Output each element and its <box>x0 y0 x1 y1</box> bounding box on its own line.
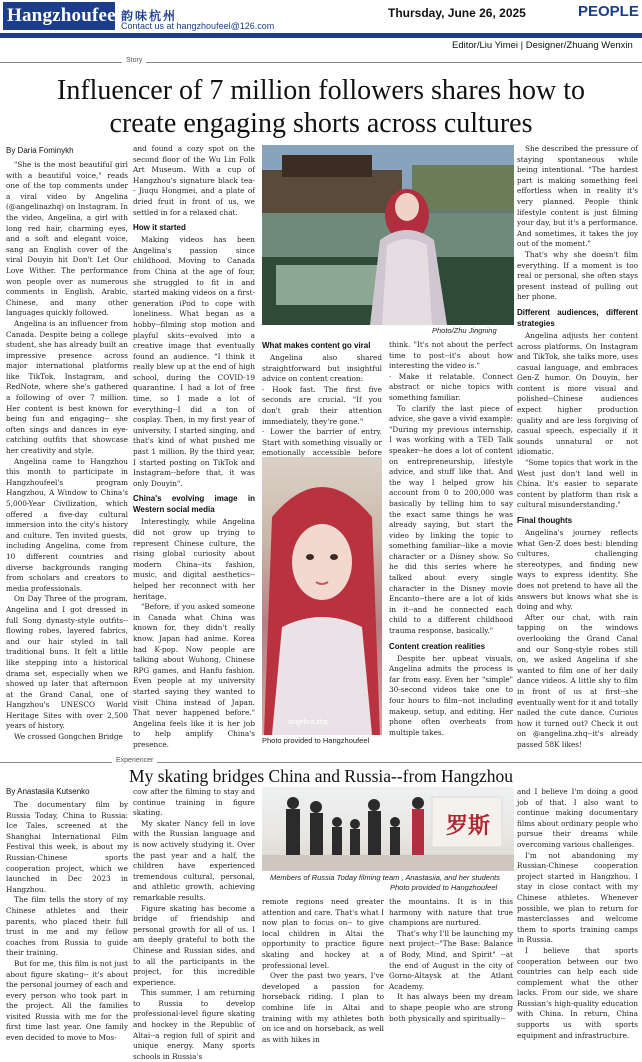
story-2-column-4 <box>389 897 513 1022</box>
photo-angelina-canal <box>262 145 514 325</box>
paragraph: cow after the filming to stay and continue training in figure skating. <box>133 787 255 818</box>
subhead-audiences: Different audiences, different strategies <box>517 307 638 328</box>
paragraph: think. "It's not about the perfect time to post--it's about how interesting the video is." <box>389 340 513 371</box>
story-2-headline: My skating bridges China and Russia--from Hangzhou <box>129 766 513 786</box>
paragraph: "Before, if you asked someone in Canada what China was known for, they didn't really know. Japan had anime. Korea had K-pop. Now people are talking about Wuhong, Chinese RPG games, and Hanfu fashion. Even people at my university started saying they wanted to visit China instead of Japan. That never happened before." Angelina feels like it is her job to help amplify China's presence. <box>133 602 255 749</box>
paragraph: I'm not abandoning my Russian-Chinese cooperation project started in Hangzhou. I stay in close contact with my Chinese athletes. Whenever possible, we plan to return for masterclasses and welcome them to sports training camps in Russia. <box>517 850 638 945</box>
paragraph: "Some topics that work in the West just don't land well in China. It's easier to separate content by platform than risk a cultural misunderstanding." <box>517 458 638 510</box>
photo-filming-team <box>262 787 514 871</box>
paragraph: Angelina is an influencer from Canada. Despite being a college student, she has already built an impressive presence across major international platforms like TikTok, Instagram, and RedNote, where she's gathered a following of over 7 million. Her content is best known for being fun and engaging-- she often sings and dances in eye-catching outfits that showcase her creativity and style. <box>6 318 128 456</box>
paragraph: Angelina came to Hangzhou this month to participate in Hangzhoufeel's program Hangzhou, A Window to China's 5,000-Year Civilization, which offered a five-day cultural immersion into the city's history and culture. Ten invited guests, including Angelina, come from 10 different countries and diverse backgrounds ranging from scholars and creators to media professionals. <box>6 456 128 593</box>
photo-2-overlay-handle: angelina.zhq <box>288 719 328 726</box>
section-name: PEOPLE <box>578 3 639 20</box>
story-column-5 <box>517 144 638 759</box>
headline-line-2: create engaging shorts across cultures <box>109 108 533 139</box>
subhead-viral: What makes content go viral <box>262 341 371 350</box>
headline-line-1: Influencer of 7 million followers shares how to <box>57 75 585 106</box>
story-byline: By Daria Fominykh <box>6 146 74 155</box>
story-kicker: Story <box>122 57 146 64</box>
paragraph: After our chat, with rain tapping on the windows overlooking the Grand Canal and our Song-style robes still on, we asked Angelina if she wanted to film one of her daily dance videos. A little shy to film in front of us at first--she eventually went for it and totally nailed the cute dance. Curious how it turned out? Check it out on @angelina.zhq--it's already passed 58K likes! <box>517 612 638 749</box>
subhead-content-realities: Content creation realities <box>389 641 486 651</box>
story-headline <box>8 74 634 140</box>
subhead-final-thoughts: Final thoughts <box>517 516 573 525</box>
paragraph: We crossed Gongchen Bridge <box>14 732 123 742</box>
story-2-column-5 <box>517 787 638 1040</box>
story-column-1 <box>6 160 128 760</box>
paragraph: · Lower the barrier of entry. Start with something visually or emotionally accessible before <box>262 427 382 458</box>
paragraph: · Make it relatable. Connect abstract or niche topics with something familiar. <box>389 371 513 402</box>
story-2-rule <box>0 762 642 763</box>
paragraph: Angelina adjusts her content across platforms. On Instagram and TikTok, she talks more, uses casual language, and embraces Gen-Z humor. On Douyin, her content is more visual and polished--Chinese audiences expect higher production quality and are less forgiving of casual speech, especially if it sounds unnatural or not idiomatic. <box>517 330 638 457</box>
photo-1-illustration <box>262 145 514 325</box>
paragraph: But for me, this film is not just about figure skating-- it's about the personal journey of each and every person who took part in the project. All the families visited Russia with me for the first time last year. One family even decided to move to Mos- <box>6 958 128 1043</box>
paragraph: On Day Three of the program, Angelina and I got dressed in full Song dynasty-style outfits--flowing robes, layered fabrics, and our hair styled in tall traditional buns. It felt a little like stepping into a historical drama set, especially when we showed up later that afternoon at the Grand Canal, one of Hangzhou's UNESCO World Heritage Sites with over 2,500 years of history. <box>6 594 128 731</box>
paragraph: and found a cozy spot on the second floor of the Wu Lin Folk Art Museum. With a cup of Hangzhou's signature black tea-- Jiuqu Hongmei, and a plate of dried fruit in front of us, we settled in for a relaxed chat. <box>133 144 255 217</box>
masthead-logo: Hangzhoufeel <box>3 2 115 30</box>
story-column-4 <box>389 340 513 760</box>
subhead-how-it-started: How it started <box>133 223 186 233</box>
story-2-byline: By Anastasiia Kutsenko <box>6 787 90 796</box>
subhead-china-image: China's evolving image in Western social media <box>133 494 255 515</box>
paragraph: To clarify the last piece of advice, she gave a vivid example: "During my previous internship, I was working with a TED Talk speaker--he does a lot of content on entrepreneurship, lifestyle advice, and stuff like that. And the way I helped grow his account from 0 to 200,000 was basically by telling him to say the exact same things he was already saying, but start the video by linking the topic to something familiar--like a movie character or a Disney show. So he did this series where he talked about every single character in the Disney movie Encanto--there are a lot of kids in it--and he connected each child to a different childhood trauma response, basically." <box>389 403 513 636</box>
paragraph: The film tells the story of my Chinese athletes and their parents, who placed their full trust in me and my fellow coaches from Russia to guide their training. <box>6 895 128 958</box>
paragraph: Interestingly, while Angelina did not grow up trying to represent Chinese culture, the rising global curiosity about modern China--its fashion, music, and digital aesthetics--helped her reconnect with her heritage. <box>133 517 255 601</box>
story-2-column-2 <box>133 787 255 1061</box>
paragraph: The documentary film by Russia Today, China to Russia: Ice Tales, screened at the Shanghai International Film Festival this week, is about my Russian-Chinese sports cooperation project, which we launched in Dec 2023 in Hangzhou. <box>6 800 128 894</box>
paragraph: Angelina's journey reflects what Gen-Z does best: blending cultures, challenging stereotypes, and finding new ways to express identity. She does not pretend to have all the answers but knows what she is doing and why. <box>517 528 638 612</box>
story-rule <box>0 62 642 63</box>
paragraph: Over the past two years, I've developed a passion for horseback riding. I plan to combine life in Altai and training with my athletes both on ice and on horseback, as well as with hikes in <box>262 971 384 1044</box>
photo-3-sign-text: 罗斯 <box>446 814 491 839</box>
photo-2-caption: Photo provided to Hangzhoufeel <box>262 736 370 745</box>
paragraph: Despite her upbeat visuals, Angelina admits the process is far from easy. Even her "simple" 30-second videos take one to four hours to film--not including makeup, setup, and editing. Her phone often overheats from multiple takes. <box>389 653 513 737</box>
photo-1-caption: Photo/Zhu Jingning <box>432 326 497 335</box>
paragraph: Making videos has been Angelina's passion since childhood. Moving to Canada from China at the age of four, she struggled to fit in and started making videos on a first-generation iPod to cope with loneliness. What began as a hobby--filming stop motion and playful skits--evolved into a creative image that eventually found an audience. "I think it really blew up at the end of high school, during the COVID-19 quarantine. I had a lot of free time, so I made a lot of everything--I did a ton of cosplay. Then, in my first year of university, I started singing, and that's kind of what pushed me past 1 million. By the third year, I started posting on TikTok and Instagram--before that, it was only Douyin". <box>133 235 255 488</box>
paragraph: My skater Nancy fell in love with the Russian language and is now actively studying it. Over the past year and a half, the children have experienced tremendous cultural, personal, and athletic growth, achieving remarkable results. <box>133 818 255 902</box>
masthead-logo-chinese: 韵味杭州 <box>121 9 178 23</box>
photo-3-caption-2: Photo provided to Hangzhoufeel <box>390 883 498 892</box>
masthead-rule <box>0 33 642 38</box>
paragraph: She described the pressure of staying spontaneous while being intentional. "The hardest part is making something feel effortless when in reality it's very planned. People think lifestyle content is just filming your day, but it's a performance. And sometimes, it takes the joy out of the moment." <box>517 144 638 249</box>
paragraph: the mountains. It is in this harmony with nature that true champions are nurtured. <box>389 897 513 928</box>
paragraph: It has always been my dream to shape people who are strong both physically and spiritually-- <box>389 992 513 1023</box>
paragraph: remote regions need greater attention and care. That's what I now plan to focus on-- to give local children in Altai the opportunity to practice figure skating and hockey at a professional level. <box>262 897 384 970</box>
story-2-column-1 <box>6 800 128 1043</box>
story-2-kicker: Experiencer <box>112 757 157 764</box>
paragraph: That's why I'll be launching my next project--"The Base: Balance of Body, Mind, and Spirit" --at the end of August in the city of Gorno-Altaysk at the Atlant Academy. <box>389 928 513 991</box>
paragraph: Figure skating has become a bridge of friendship and personal growth for all of us. I am deeply grateful to both the Chinese and Russian sides, and to all the participants in the project, for this incredible experience. <box>133 903 255 987</box>
story-2-column-3 <box>262 897 384 1044</box>
paragraph: This summer, I am returning to Russia to develop professional-level figure skating and hockey in the Republic of Altai--a region full of spirit and unique energy. Many sports schools in Russia's <box>133 988 255 1061</box>
paragraph: "She is the most beautiful girl with a beautiful voice," reads one of the top comments under a viral video by Angelina (@angelinazhq) on Instagram. In the video, Angelina, a girl with long red hair, charming eyes, and a soft and elegant voice, sang an English cover of the viral Douyin hit Don't Let Our Love Wither. The performance won people over as numerous comments in English, Arabic, Chinese, and many other languages quickly followed. <box>6 160 128 318</box>
paragraph: I believe that sports cooperation between our two countries can help each side complement what the other lacks. From our side, we share Russian's high-quality education with China. In return, China supports us with sports equipment and infrastructure. <box>517 945 638 1040</box>
paragraph: Angelina also shared straightforward but insightful advice on content creation: <box>262 353 382 384</box>
story-column-3 <box>262 340 382 456</box>
photo-2-illustration <box>262 457 382 735</box>
photo-angelina-portrait <box>262 457 382 735</box>
contact-line: Contact us at hangzhoufeel@126.com <box>121 21 275 31</box>
photo-3-caption-1: Members of Russia Today filming team , Anastasiia, and her students <box>270 873 500 882</box>
editor-credit: Editor/Liu Yimei | Designer/Zhuang Wenxin <box>452 40 633 51</box>
paragraph: That's why she doesn't film everything. If a moment is too real or personal, she often stays present instead of pulling out her phone. <box>517 249 638 302</box>
issue-date: Thursday, June 26, 2025 <box>388 6 526 20</box>
paragraph: · Hook fast. The first five seconds are crucial. "If you don't grab their attention immediately, they're gone." <box>262 384 382 426</box>
story-column-2 <box>133 144 255 759</box>
paragraph: and I believe I'm doing a good job of that. I also want to continue making documentary films about ordinary people who pursue their dreams while overcoming various challenges. <box>517 787 638 849</box>
